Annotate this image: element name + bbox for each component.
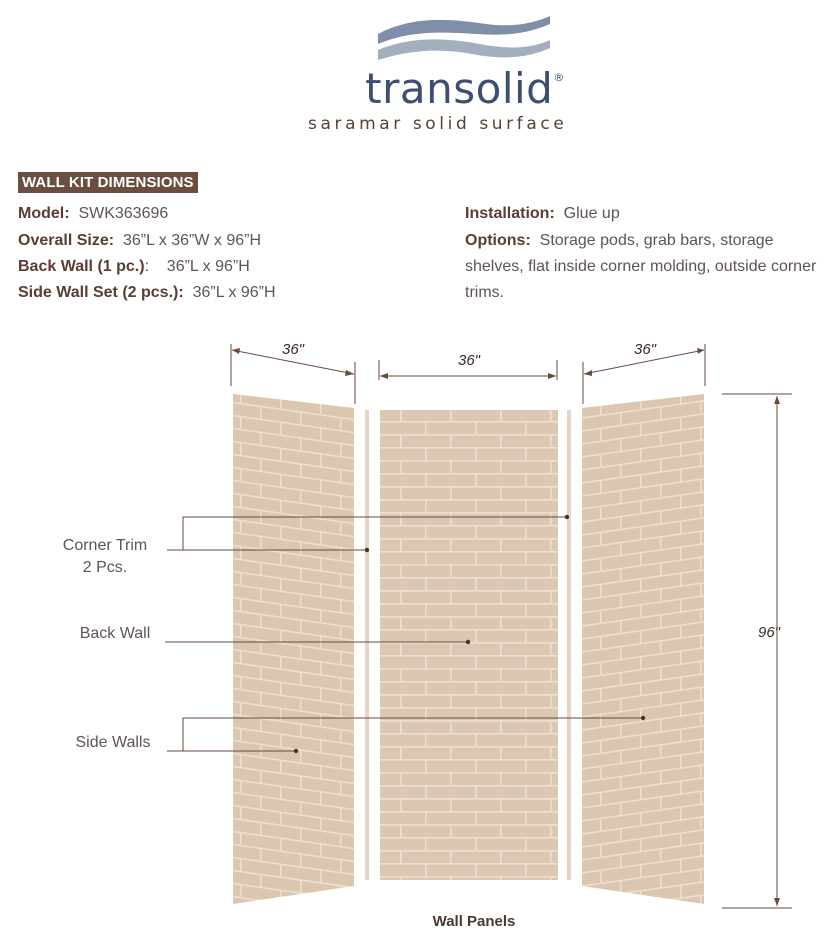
spec-overall-value: 36”L x 36”W x 96”H [122,232,262,249]
registered-mark: ® [553,71,565,84]
corner-trim-label: Corner Trim [62,537,148,554]
spec-model [18,204,168,224]
left-side-wall-panel [233,394,354,904]
spec-back-value: 36”L x 96”H [166,258,250,275]
left-width-label: 36" [282,341,305,358]
spec-installation [465,204,620,224]
wall-panels-diagram [0,330,840,949]
spec-back-label: Back Wall (1 pc.) [18,258,145,275]
back-wall-callout: Back Wall [79,625,151,642]
center-width-label: 36" [458,352,481,369]
spec-options-label: Options: [465,232,531,249]
spec-side-value: 36”L x 96”H [192,284,276,301]
height-label: 96" [758,624,781,641]
spec-overall-label: Overall Size: [18,232,115,249]
brand-wordmark [0,64,840,113]
brand-tagline: saramar solid surface [308,114,568,134]
brand-logo [0,0,840,150]
spec-model-label: Model: [18,205,70,222]
spec-side-label: Side Wall Set (2 pcs.): [18,284,184,301]
spec-install-value: Glue up [563,205,620,222]
corner-trim-callout [50,535,160,579]
spec-options-value: Storage pods, grab bars, storage shelves, flat inside corner molding, outside corner trims. [465,232,817,301]
back-wall-panel [380,410,558,880]
spec-overall-size [18,231,261,251]
spec-model-value: SWK363696 [78,205,169,222]
right-width-label: 36" [634,341,657,358]
corner-trim-right [567,410,571,880]
corner-trim-count: 2 Pcs. [82,559,128,576]
brand-name: transolid [365,64,554,113]
spec-options [465,228,830,306]
spec-install-label: Installation: [465,205,555,222]
diagram-caption: Wall Panels [432,913,516,930]
section-title: WALL KIT DIMENSIONS [18,172,198,193]
spec-back-wall: Back Wall (1 pc.): 36”L x 96”H [18,258,250,275]
right-side-wall-panel [582,394,704,904]
corner-trim-left [365,410,369,880]
spec-side-walls [18,283,276,303]
side-walls-callout: Side Walls [75,734,151,751]
